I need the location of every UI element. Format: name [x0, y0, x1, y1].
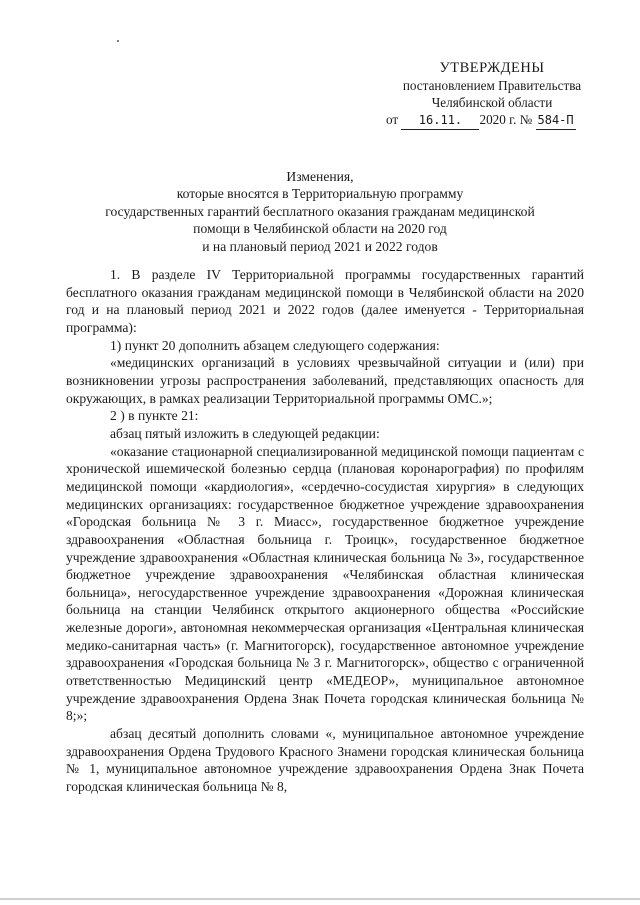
paragraph-item-1: 1) пункт 20 дополнить абзацем следующего содержания: [110, 337, 440, 353]
paragraph-item-2: 2 ) в пункте 21: [110, 408, 199, 424]
handwritten-number: 584-П [536, 112, 576, 130]
paragraph-instruction: абзац пятый изложить в следующей редакции: [110, 425, 380, 441]
paragraph-addition: абзац десятый дополнить словами «, муниципальное автономное учреждение здравоохранения Ордена Трудового Красного Знамени городская клиническая больница № 1, муниципальное автономное учреждение здравоохранения Ордена Знак Почета городская клиническая больница № 8, [66, 726, 584, 795]
paragraph-quote-2: «оказание стационарной специализированной медицинской помощи пациентам с хронической ишемической болезнью сердца (плановая коронарография) по профилям медицинской помощи «кардиология», «сердечно-сосудистая хирургия» в следующих медицинских организациях: государственное бюджетное учреждение здравоохранения «Городская больница № 3 г. Миасс», государственное бюджетное учреждение здравоохранения «Областная больница г. Троицк», государственное бюджетное учреждение здравоохранения «Областная клиническая больница № 3», государственное бюджетное учреждение здравоохранения «Челябинская областная клиническая больница», негосударственное учреждение здравоохранения «Дорожная клиническая больница на станции Челябинск открытого акционерного общества «Российские железные дороги», автономная некоммерческая организация «Центральная клиническая медико-санитарная часть» (г. Магнитогорск), государственное автономное учреждение здравоохранения «Городская больница № 3 г. Магнитогорск», общество с ограниченной ответственностью Медицинский центр «МЕДЕОР», муниципальное автономное учреждение здравоохранения Ордена Знак Почета городская клиническая больница № 8;»; [66, 443, 584, 724]
approval-stamp-block [372, 60, 612, 130]
approval-line-1: постановлением Правительства [402, 78, 582, 93]
approval-title: УТВЕРЖДЕНЫ [439, 60, 545, 76]
year-number-label: 2020 г. № [479, 112, 533, 127]
approval-date-line [372, 111, 612, 130]
handwritten-date: 16.11. [401, 112, 479, 130]
paragraph-quote-1: «медицинских организаций в условиях чрезвычайной ситуации и (или) при возникновении угрозы распространения заболеваний, представляющих опасность для окружающих, в рамках реализации Территориальной программы ОМС.»; [66, 355, 584, 406]
heading-line-3: государственных гарантий бесплатного оказания гражданам медицинской [105, 203, 535, 219]
approval-line-2: Челябинской области [431, 95, 553, 110]
heading-line-1: Изменения, [286, 169, 354, 184]
heading-line-5: и на плановый период 2021 и 2022 годов [202, 238, 438, 254]
paragraph-section-intro: 1. В разделе IV Территориальной программы государственных гарантий бесплатного оказания гражданам медицинской помощи в Челябинской области на 2020 год и на плановый период 2021 и 2022 годов (далее именуется - Территориальная программа): [66, 267, 584, 335]
document-body [66, 266, 584, 796]
scan-edge-line [0, 898, 640, 900]
document-heading [60, 168, 580, 255]
date-prefix: от [386, 112, 399, 127]
heading-line-4: помощи в Челябинской области на 2020 год [193, 221, 447, 237]
scan-speck [117, 40, 119, 42]
heading-line-2: которые вносятся в Территориальную программу [176, 186, 464, 202]
